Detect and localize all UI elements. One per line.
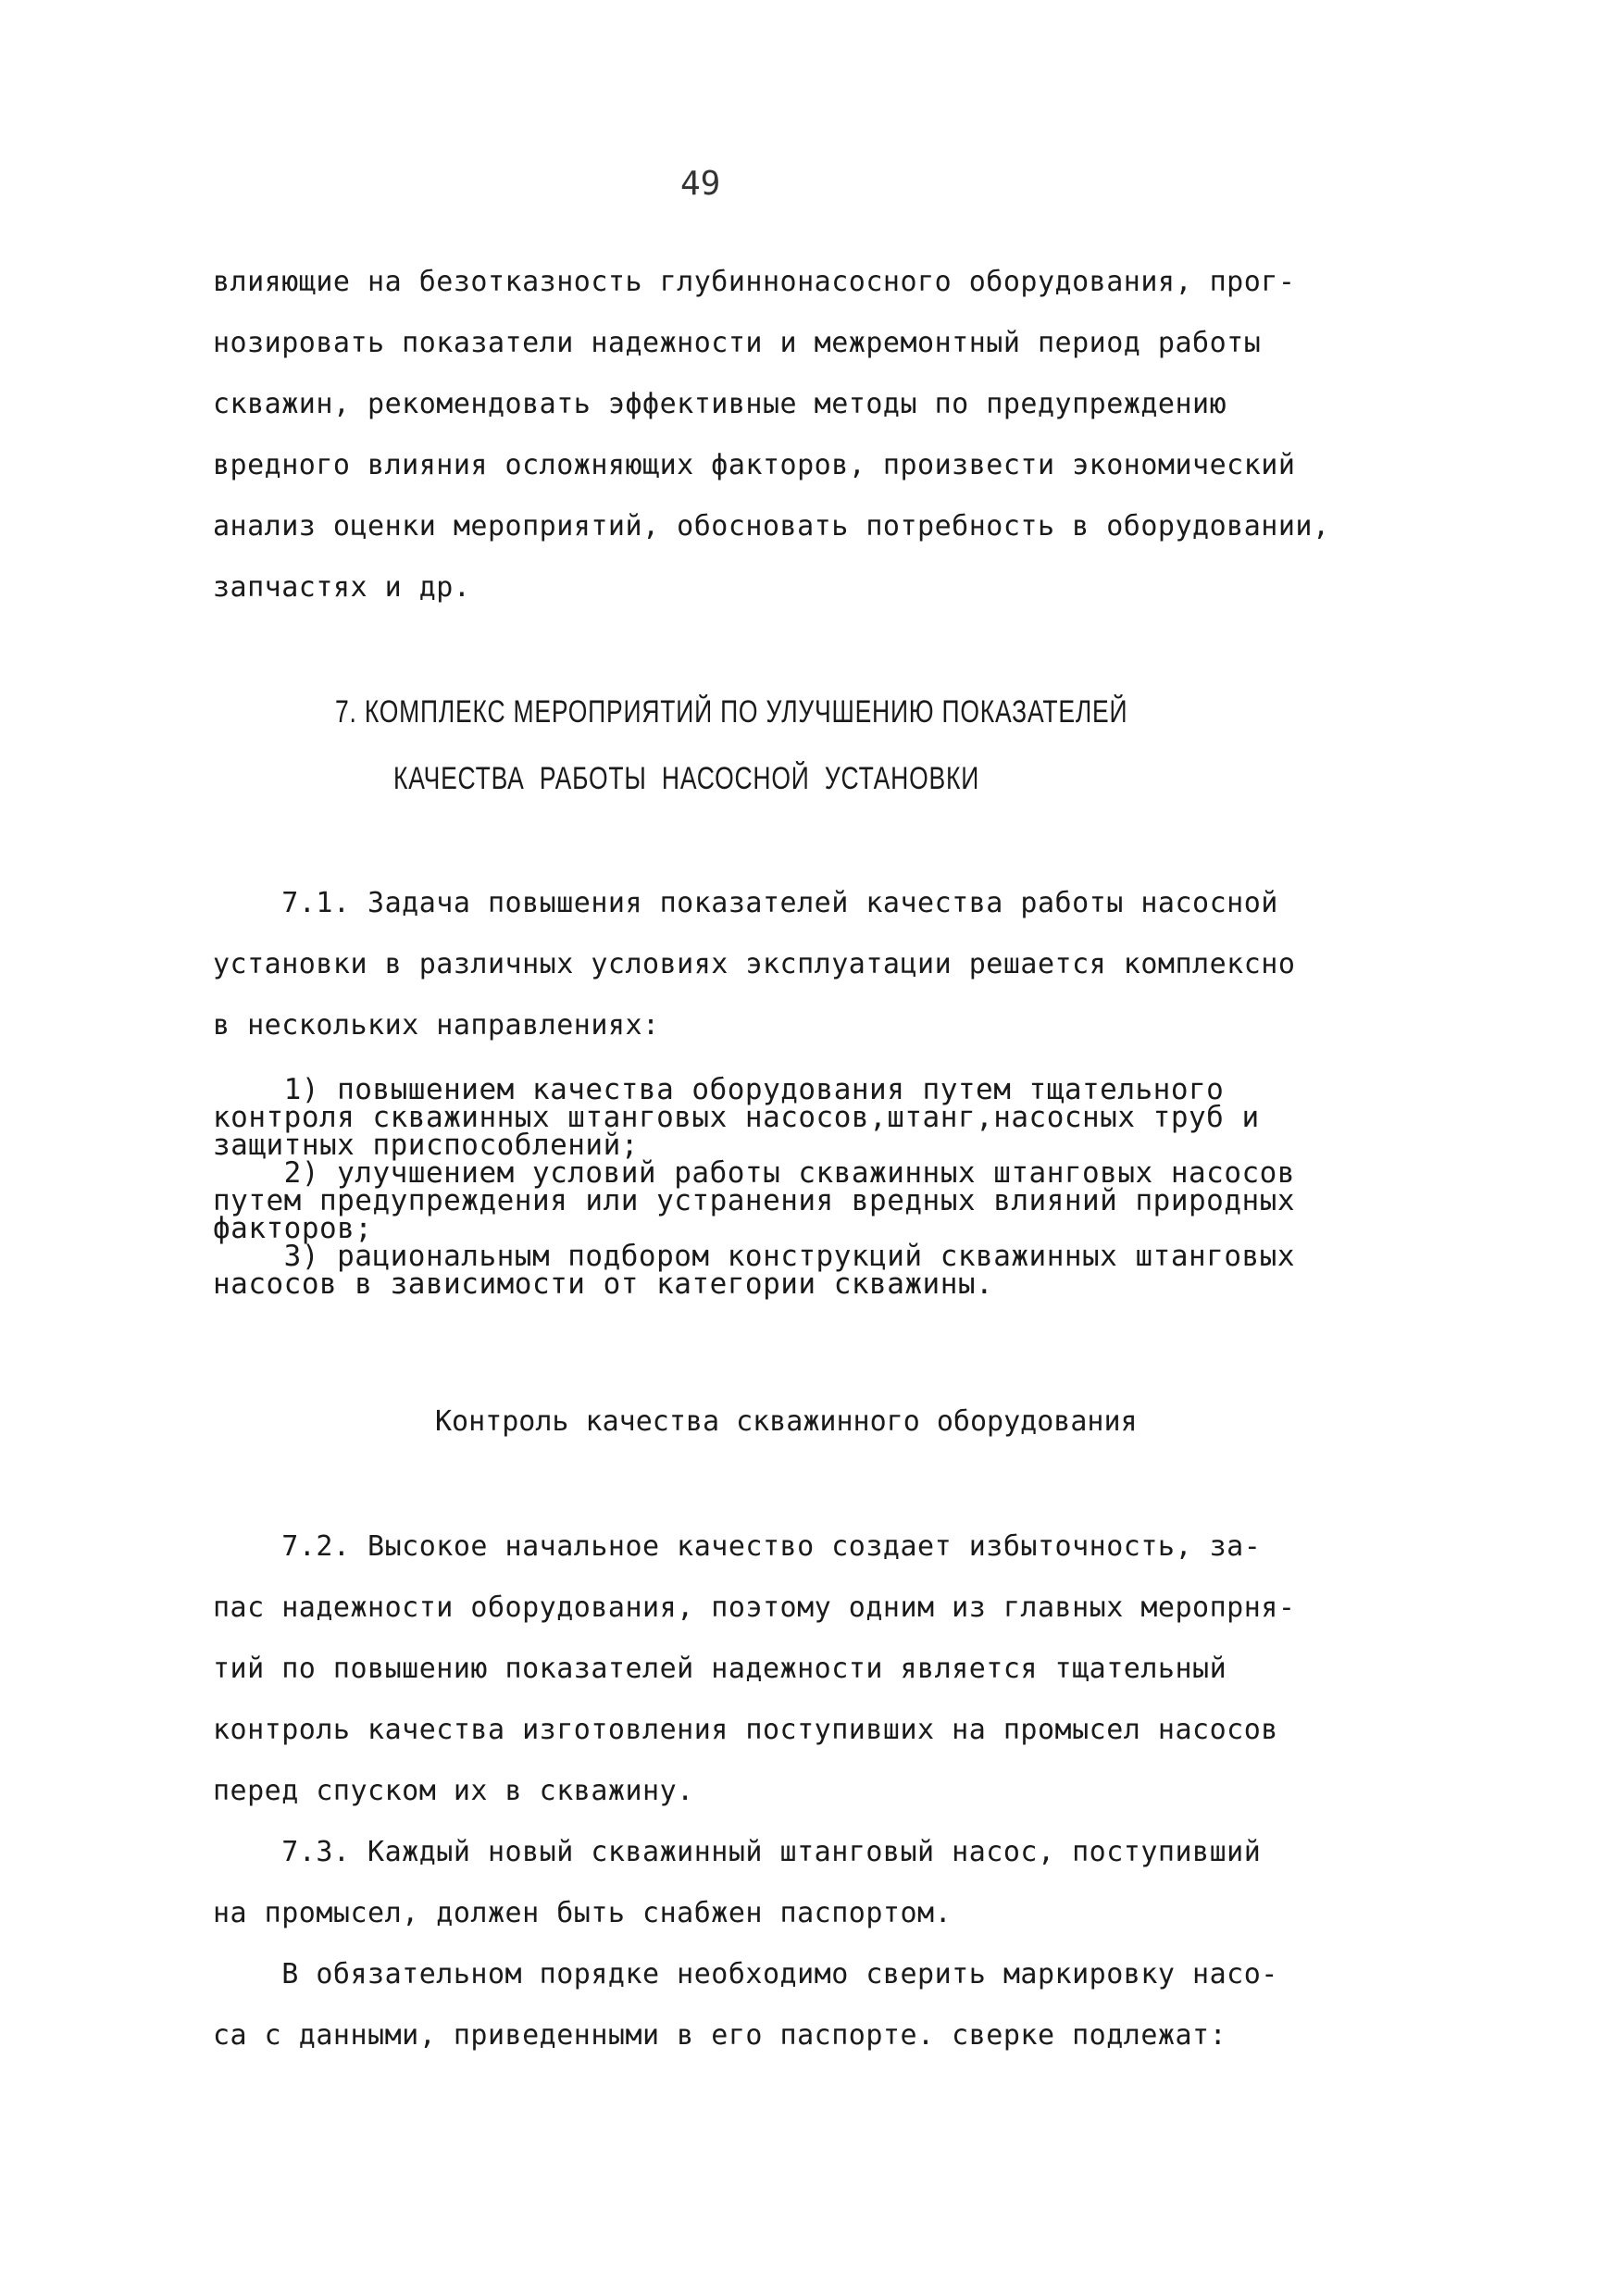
section-heading-line2: КАЧЕСТВА РАБОТЫ НАСОСНОЙ УСТАНОВКИ (393, 761, 980, 796)
text-line: нозировать показатели надежности и межремонтный период работы (213, 327, 1262, 359)
list-item-line: контроля скважинных штанговых насосов,штанг,насосных труб и (213, 1101, 1260, 1134)
list-item-line: защитных приспособлений; (213, 1129, 639, 1162)
text-line: перед спуском их в скважину. (213, 1775, 694, 1807)
list-item-line: путем предупреждения или устранения вредных влияний природных (213, 1184, 1295, 1217)
text-line: на промысел, должен быть снабжен паспортом. (213, 1897, 953, 1929)
text-line: тий по повышению показателей надежности является тщательный (213, 1653, 1227, 1685)
text-line: 7.1. Задача повышения показателей качества работы насосной (213, 887, 1278, 919)
text-line: влияющие на безотказность глубиннонасосного оборудования, прог- (213, 266, 1296, 298)
text-line: скважин, рекомендовать эффективные методы по предупреждению (213, 388, 1227, 420)
list-item-line: факторов; (213, 1212, 373, 1245)
paragraph-7-1 (213, 873, 1426, 1056)
text-line: запчастях и др. (213, 571, 471, 604)
list-item-line: 1) повышением качества оборудования путем тщательного (213, 1073, 1225, 1106)
directions-list (213, 1073, 1426, 1301)
text-line: вредного влияния осложняющих факторов, произвести экономический (213, 449, 1296, 481)
list-item-line: 2) улучшением условий работы скважинных штанговых насосов (213, 1156, 1295, 1190)
subheading: Контроль качества скважинного оборудования (435, 1405, 1138, 1438)
text-line: 7.3. Каждый новый скважинный штанговый насос, поступивший (213, 1836, 1262, 1868)
text-line: пас надежности оборудования, поэтому одним из главных меропрня- (213, 1591, 1296, 1624)
text-line: контроль качества изготовления поступивших на промысел насосов (213, 1714, 1278, 1746)
intro-paragraph (213, 252, 1426, 618)
text-line: 7.2. Высокое начальное качество создает избыточность, за- (213, 1530, 1262, 1563)
text-line: в нескольких направлениях: (213, 1009, 660, 1042)
page-number: 49 (680, 165, 721, 203)
text-line: установки в различных условиях эксплуатации решается комплексно (213, 948, 1296, 980)
text-line: са с данными, приведенными в его паспорте. сверке подлежат: (213, 2019, 1227, 2052)
list-item-line: насосов в зависимости от категории скважины. (213, 1267, 994, 1301)
text-line: анализ оценки мероприятий, обосновать потребность в оборудовании, (213, 510, 1330, 543)
section-heading-line1: 7. КОМПЛЕКС МЕРОПРИЯТИЙ ПО УЛУЧШЕНИЮ ПОКАЗАТЕЛЕЙ (335, 694, 1128, 730)
paragraph-7-2-7-3 (213, 1516, 1426, 2066)
list-item-line: 3) рациональным подбором конструкций скважинных штанговых (213, 1240, 1295, 1273)
text-line: В обязательном порядке необходимо сверить маркировку насо- (213, 1958, 1278, 1990)
